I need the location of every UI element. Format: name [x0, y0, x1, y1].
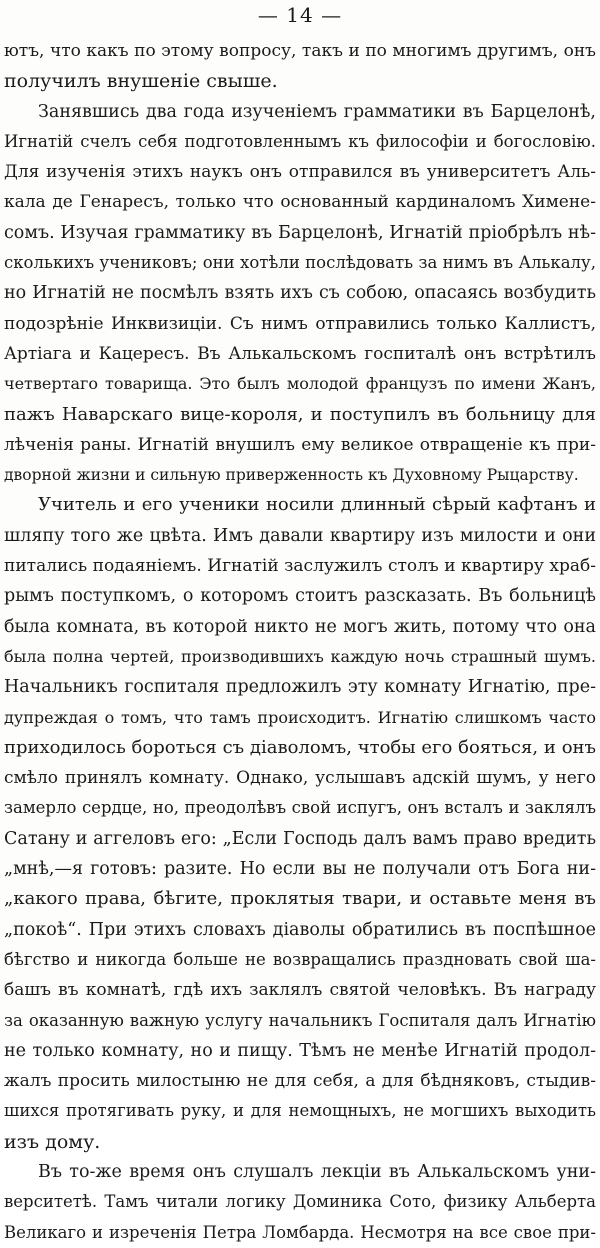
text-line: шляпу того же цвѣта. Имъ давали квартиру изъ милости и они	[4, 525, 596, 546]
text-line: но Игнатій не посмѣлъ взять ихъ съ собою, опасаясь возбудить	[4, 283, 596, 304]
text-line: „какого права, бѣгите, проклятыя твари, и оставьте меня въ	[4, 888, 596, 910]
text-line: за оказанную важную услугу начальникъ Госпиталя далъ Игнатію	[4, 1010, 596, 1030]
text-line: дупреждая о томъ, что тамъ происходитъ. Игнатію слишкомъ часто	[4, 707, 596, 727]
text-line: Игнатій счелъ себя подготовленнымъ къ философіи и богословію.	[4, 131, 596, 151]
text-line: замерло сердце, но, преодолѣвъ свой испугъ, онъ всталъ и заклялъ	[4, 798, 596, 818]
text-line: башъ въ комнатѣ, гдѣ ихъ заклялъ святой человѣкъ. Въ награду	[4, 980, 596, 1001]
text-line: Великаго и изреченія Петра Ломбарда. Несмотря на все свое при-	[4, 1222, 596, 1242]
text-line: Учитель и его ученики носили длинный сѣрый кафтанъ и	[38, 494, 596, 516]
page-number: — 14 —	[257, 3, 343, 27]
text-line: кала де Генаресъ, только что основанный кардиналомъ Химене-	[4, 192, 596, 213]
text-line: дворной жизни и сильную приверженность къ Духовному Рыцарству.	[4, 466, 579, 485]
text-line: приходилось бороться съ діаволомъ, чтобы его бояться, и онъ	[4, 736, 596, 758]
text-line: верситетѣ. Тамъ читали логику Доминика Сото, физику Альберта	[4, 1192, 596, 1212]
text-line: Сатану и аггеловъ его: „Если Господь далъ вамъ право вредить	[4, 828, 596, 849]
text-line: получилъ внушеніе свыше.	[4, 70, 278, 93]
text-line: была комната, въ которой никто не могъ жить, потому что она	[4, 616, 596, 637]
text-line: шихся протягивать руку, и для немощныхъ, не могшихъ выходить	[4, 1101, 596, 1121]
text-line: не только комнату, но и пищу. Тѣмъ не менѣе Игнатій продол-	[4, 1040, 596, 1061]
text-line: сколькихъ учениковъ; они хотѣли послѣдовать за нимъ въ Алькалу,	[4, 253, 596, 273]
text-line: Начальникъ госпиталя предложилъ эту комнату Игнатію, пре-	[4, 677, 596, 698]
text-line: смѣло принялъ комнату. Однако, услышавъ адскій шумъ, у него	[4, 768, 596, 789]
text-line: Занявшись два года изученіемъ грамматики въ Барцелонѣ,	[38, 101, 596, 122]
text-line: Въ то-же время онъ слушалъ лекціи въ Алькальскомъ уни-	[38, 1161, 596, 1182]
text-line: бѣгство и никогда больше не возвращались праздновать свой ша-	[4, 949, 596, 969]
text-line: питались подаяніемъ. Игнатій заслужилъ столъ и квартиру храб-	[4, 556, 596, 577]
text-line: „мнѣ,—я готовъ: разите. Но если вы не получали отъ Бога ни-	[4, 859, 596, 880]
text-line: ютъ, что какъ по этому вопросу, такъ и по многимъ другимъ, онъ	[4, 41, 596, 61]
body-text	[4, 36, 596, 1248]
text-line: „покоѣ“. При этихъ словахъ діаволы обратились въ поспѣшное	[4, 919, 596, 940]
text-line: жалъ просить милостыню не для себя, а для бѣдняковъ, стыдив-	[4, 1071, 596, 1092]
text-line: пажъ Наваpскаго вице-короля, и поступилъ въ больницу для	[4, 403, 596, 425]
text-line: лѣченія раны. Игнатій внушилъ ему великое отвращеніе къ при-	[4, 434, 596, 455]
text-line: Для изученія этихъ наукъ онъ отправился въ университетъ Аль-	[4, 162, 596, 183]
text-line: Артіага и Кацересъ. Въ Алькальскомъ госпиталѣ онъ встрѣтилъ	[4, 343, 596, 364]
text-line: рымъ поступкомъ, о которомъ стоитъ разсказать. Въ больницѣ	[4, 586, 596, 607]
text-line: была полна чертей, производившихъ каждую ночь страшный шумъ.	[4, 646, 596, 666]
text-line: сомъ. Изучая грамматику въ Барцелонѣ, Игнатій пріобрѣлъ нѣ-	[4, 222, 596, 243]
text-line: четвертаго товарища. Это былъ молодой французъ по имени Жанъ,	[4, 374, 596, 394]
text-line: подозрѣніе Инквизиціи. Съ нимъ отправились только Каллистъ,	[4, 313, 596, 334]
text-line: изъ дому.	[4, 1130, 101, 1153]
